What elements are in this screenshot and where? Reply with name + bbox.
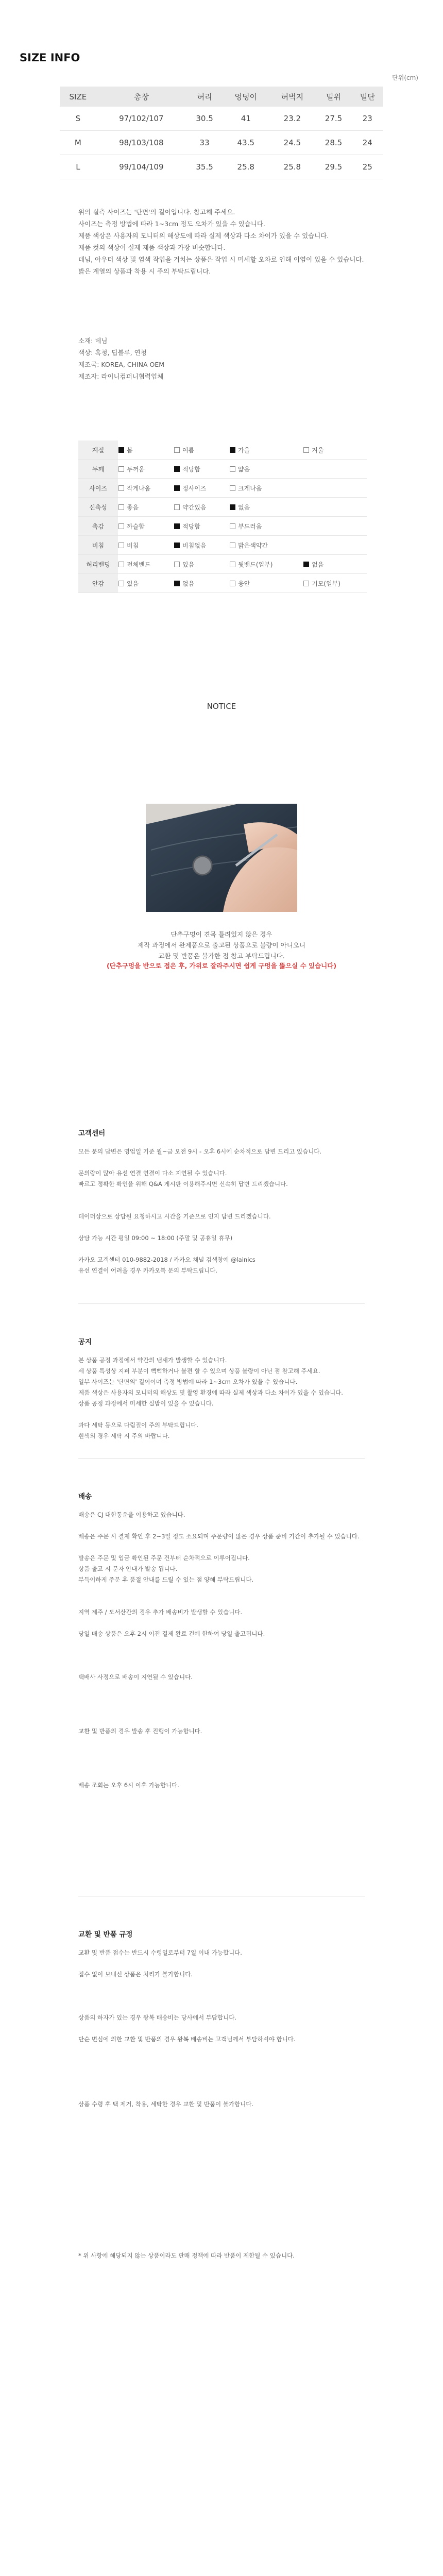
- button-hole-photo: [146, 804, 297, 912]
- attribute-option: [303, 536, 367, 555]
- delivery-line: [78, 1769, 387, 1780]
- size-cell: 30.5: [186, 107, 223, 131]
- attribute-label: 계절: [78, 440, 118, 460]
- attribute-option: [229, 517, 303, 536]
- delivery-line: [78, 1650, 387, 1661]
- attribute-option-label: 얇음: [238, 465, 250, 473]
- attribute-option-label: 기모(일부): [312, 580, 340, 587]
- exchange-line: [78, 2023, 387, 2034]
- delivery-line: 배송 조회는 오후 6시 이후 가능합니다.: [78, 1782, 179, 1789]
- attribute-option: [118, 574, 174, 593]
- delivery-line: [78, 1683, 387, 1693]
- exchange-line: [78, 2175, 387, 2185]
- attribute-label: 촉감: [78, 517, 118, 536]
- exchange-line: [78, 1958, 387, 1969]
- attribute-option: [174, 460, 229, 479]
- exchange-line: [78, 2056, 387, 2066]
- notice-warning: (단추구멍을 반으로 접은 후, 가위로 잘라주시면 쉽게 구멍을 뚫으실 수 있습니다): [106, 962, 337, 970]
- exchange-line: [78, 2240, 387, 2250]
- delivery-line: [78, 1715, 387, 1726]
- unchecked-box-icon: [118, 523, 124, 529]
- exchange-section: [78, 1929, 387, 2261]
- unchecked-box-icon: [230, 543, 235, 548]
- size-cell: 33: [186, 131, 223, 155]
- attribute-option: [229, 440, 303, 460]
- attribute-label: 신축성: [78, 498, 118, 517]
- attribute-option-label: 융안: [238, 580, 250, 587]
- checked-box-icon: [174, 543, 180, 548]
- checked-box-icon: [174, 581, 180, 586]
- checked-box-icon: [230, 504, 235, 510]
- size-cell: 99/104/109: [96, 155, 186, 179]
- size-cell: 97/102/107: [96, 107, 186, 131]
- size-cell: 23: [352, 107, 383, 131]
- exchange-line: [78, 2196, 387, 2207]
- size-column-header: 허리: [186, 87, 223, 107]
- exchange-line: [78, 2077, 387, 2088]
- delivery-line: 상품 출고 시 문자 안내가 발송 됩니다.: [78, 1565, 178, 1572]
- attribute-row: [78, 555, 367, 574]
- exchange-line: [78, 2131, 387, 2142]
- delivery-line: [78, 1748, 387, 1758]
- attribute-label: 두께: [78, 460, 118, 479]
- exchange-line: [78, 1980, 387, 1991]
- attribute-option: [229, 574, 303, 593]
- attribute-option-label: 좋음: [127, 503, 139, 511]
- customer-service-line: 모든 문의 답변은 영업일 기준 월~금 오전 9시 - 오후 6시에 순차적으로 답변 드리고 있습니다.: [78, 1148, 322, 1155]
- attribute-row: [78, 517, 367, 536]
- exchange-line: [78, 2121, 387, 2131]
- unchecked-box-icon: [230, 466, 235, 472]
- attribute-option-label: 봄: [127, 446, 133, 454]
- size-column-header: 엉덩이: [223, 87, 269, 107]
- material-info: [78, 335, 387, 382]
- attribute-option-label: 약간있음: [182, 503, 207, 511]
- jeans-button-illustration: [146, 804, 297, 912]
- delivery-line: 부득이하게 주문 후 품절 안내를 드릴 수 있는 점 양해 부탁드립니다.: [78, 1576, 254, 1583]
- exchange-line: * 위 사항에 해당되지 않는 상품이라도 판매 정책에 따라 반품이 제한될 수 있습니다.: [78, 2252, 295, 2259]
- attribute-option: [174, 574, 229, 593]
- attribute-option-label: 정사이즈: [182, 484, 207, 492]
- size-cell: 25.8: [269, 155, 315, 179]
- checked-box-icon: [174, 466, 180, 472]
- attribute-option: [174, 536, 229, 555]
- attribute-option-label: 뒷밴드(일부): [238, 561, 273, 568]
- exchange-title: 교환 및 반품 규정: [78, 1930, 133, 1939]
- delivery-line: 택배사 사정으로 배송이 지연될 수 있습니다.: [78, 1673, 193, 1681]
- customer-service-line: [78, 1222, 387, 1233]
- delivery-line: [78, 1639, 387, 1650]
- material-line: 색상: 흑청, 딥블루, 연청: [78, 349, 147, 357]
- unchecked-box-icon: [118, 466, 124, 472]
- delivery-line: [78, 1758, 387, 1769]
- material-line: 제조자: 라이니컴퍼니협력업체: [78, 372, 164, 380]
- customer-service-line: 문의량이 많아 유선 연결 연결이 다소 지연될 수 있습니다.: [78, 1170, 227, 1177]
- checked-box-icon: [118, 447, 124, 453]
- exchange-line: 접수 없이 보내신 상품은 처리가 불가합니다.: [78, 1971, 193, 1978]
- material-line: 소재: 데님: [78, 337, 108, 345]
- attribute-option-label: 비침없음: [182, 541, 207, 549]
- attribute-label: 비침: [78, 536, 118, 555]
- attribute-option: [303, 479, 367, 498]
- material-line: 제조국: KOREA, CHINA OEM: [78, 361, 165, 368]
- divider: [78, 1458, 365, 1459]
- size-cell: 23.2: [269, 107, 315, 131]
- size-cell: 24.5: [269, 131, 315, 155]
- size-cell: 43.5: [223, 131, 269, 155]
- attribute-option: [174, 498, 229, 517]
- divider: [78, 1303, 365, 1304]
- attribute-option-label: 전체밴드: [127, 561, 151, 568]
- exchange-line: 교환 및 반품 접수는 반드시 수령일로부터 7일 이내 가능합니다.: [78, 1949, 242, 1956]
- notice-line: 흰색의 경우 세탁 시 주의 바랍니다.: [78, 1432, 170, 1439]
- exchange-line: [78, 1991, 387, 2002]
- attribute-label: 사이즈: [78, 479, 118, 498]
- size-note-line: 밝은 계열의 상품과 착용 시 주의 부탁드립니다.: [78, 267, 211, 275]
- notice-line: 일부 사이즈는 '단면의' 길이이며 측정 방법에 따라 1~3cm 오차가 있을 수 있습니다.: [78, 1378, 298, 1385]
- exchange-line: [78, 2207, 387, 2218]
- delivery-line: 배송은 CJ 대한통운을 이용하고 있습니다.: [78, 1511, 185, 1518]
- attribute-option-label: 부드러움: [238, 522, 262, 530]
- delivery-section: [78, 1492, 387, 1791]
- customer-service-section: [78, 1128, 387, 1276]
- unchecked-box-icon: [118, 504, 124, 510]
- size-cell: 28.5: [315, 131, 351, 155]
- size-cell: 98/103/108: [96, 131, 186, 155]
- notice-caption-line: 교환 및 반품은 불가한 점 참고 부탁드립니다.: [158, 952, 285, 960]
- size-unit: 단위(cm): [392, 74, 418, 81]
- notice-section: [78, 1337, 387, 1442]
- delivery-line: [78, 1520, 387, 1531]
- attribute-option: [118, 440, 174, 460]
- exchange-line: [78, 2185, 387, 2196]
- attribute-option-label: 겨울: [312, 446, 324, 454]
- attribute-option: [303, 440, 367, 460]
- delivery-line: [78, 1693, 387, 1704]
- delivery-line: [78, 1661, 387, 1672]
- attribute-option: [229, 479, 303, 498]
- attribute-option: [229, 460, 303, 479]
- attribute-option: [174, 555, 229, 574]
- attribute-option: [303, 517, 367, 536]
- unchecked-box-icon: [303, 581, 309, 586]
- exchange-line: [78, 2110, 387, 2121]
- customer-service-line: 빠르고 정확한 확인을 위해 Q&A 게시판 이용해주시면 신속히 답변 드리겠습니다.: [78, 1180, 288, 1188]
- notice-title: NOTICE: [207, 702, 236, 711]
- notice-line: 상품 공정 과정에서 미세한 실밥이 있을 수 있습니다.: [78, 1400, 214, 1407]
- size-note-line: 제품 컷의 색상이 실제 제품 색상과 가장 비슷합니다.: [78, 244, 226, 251]
- attribute-option: [174, 440, 229, 460]
- attribute-option: [118, 460, 174, 479]
- size-cell: M: [60, 131, 96, 155]
- size-column-header: SIZE: [60, 87, 96, 107]
- attribute-option: [118, 479, 174, 498]
- size-row: [60, 131, 383, 155]
- attribute-label: 허리밴딩: [78, 555, 118, 574]
- attribute-option-label: 없음: [312, 561, 324, 568]
- notice-line: [78, 1409, 387, 1420]
- delivery-line: 배송은 주문 시 결제 확인 후 2~3일 정도 소요되며 주문량이 많은 경우 상품 준비 기간이 추가될 수 있습니다.: [78, 1533, 360, 1540]
- exchange-line: [78, 2229, 387, 2240]
- size-note-line: 제품 색상은 사용자의 모니터의 해상도에 따라 실제 색상과 다소 차이가 있을 수 있습니다.: [78, 232, 329, 240]
- attribute-option-label: 크게나옴: [238, 484, 262, 492]
- notice-caption-line: 제작 과정에서 완제품으로 출고된 상품으로 불량이 아니오니: [138, 941, 305, 949]
- delivery-line: 지역 제주 / 도서산간의 경우 추가 배송비가 발생할 수 있습니다.: [78, 1608, 243, 1616]
- notice-line: 세 상품 특성상 지퍼 부분이 뻑뻑하거나 불편 할 수 있으며 상품 불량이 아닌 점 참고해 주세요.: [78, 1367, 320, 1375]
- delivery-line: [78, 1596, 387, 1607]
- unchecked-box-icon: [174, 504, 180, 510]
- size-cell: 25: [352, 155, 383, 179]
- attribute-table: [78, 440, 367, 593]
- attribute-row: [78, 440, 367, 460]
- size-row: [60, 107, 383, 131]
- unchecked-box-icon: [118, 562, 124, 567]
- unchecked-box-icon: [118, 485, 124, 491]
- size-cell: 25.8: [223, 155, 269, 179]
- attribute-option-label: 없음: [182, 580, 195, 587]
- unchecked-box-icon: [174, 447, 180, 453]
- delivery-line: 당일 배송 상품은 오후 2시 이전 결제 완료 건에 한하여 당일 출고됩니다.: [78, 1630, 265, 1637]
- exchange-line: [78, 2002, 387, 2012]
- exchange-line: [78, 2142, 387, 2153]
- attribute-option: [118, 536, 174, 555]
- delivery-line: 발송은 주문 및 입금 확인된 주문 건부터 순차적으로 이루어집니다.: [78, 1554, 250, 1562]
- customer-service-title: 고객센터: [78, 1129, 106, 1138]
- exchange-line: 단순 변심에 의한 교환 및 반품의 경우 왕복 배송비는 고객님께서 부담하셔야 합니다.: [78, 2036, 296, 2043]
- attribute-option-label: 있음: [127, 580, 139, 587]
- unchecked-box-icon: [174, 562, 180, 567]
- unchecked-box-icon: [303, 447, 309, 453]
- customer-service-line: [78, 1190, 387, 1200]
- attribute-option-label: 가을: [238, 446, 250, 454]
- size-row: [60, 155, 383, 179]
- attribute-option-label: 여름: [182, 446, 195, 454]
- size-note-line: 위의 실측 사이즈는 '단면'의 길이입니다. 참고해 주세요.: [78, 208, 235, 216]
- attribute-option: [229, 498, 303, 517]
- notice-line: 과다 세탁 등으로 다림질이 주의 부탁드립니다.: [78, 1421, 199, 1429]
- attribute-option: [118, 555, 174, 574]
- checked-box-icon: [174, 485, 180, 491]
- attribute-option-label: 까슬함: [127, 522, 145, 530]
- size-column-header: 총장: [96, 87, 186, 107]
- size-column-header: 밑위: [315, 87, 351, 107]
- checked-box-icon: [303, 562, 309, 567]
- exchange-line: 상품 수령 후 택 제거, 착용, 세탁한 경우 교환 및 반품이 불가합니다.: [78, 2100, 254, 2108]
- exchange-line: [78, 2088, 387, 2099]
- notice-line: 제품 색상은 사용자의 모니터의 해상도 및 촬영 환경에 따라 실제 색상과 다소 차이가 있을 수 있습니다.: [78, 1389, 343, 1396]
- size-column-header: 밑단: [352, 87, 383, 107]
- size-cell: 41: [223, 107, 269, 131]
- unchecked-box-icon: [230, 581, 235, 586]
- delivery-line: [78, 1618, 387, 1629]
- notice-caption-line: 단추구멍이 견목 틀려있지 않은 경우: [171, 930, 272, 938]
- attribute-option-label: 없음: [238, 503, 250, 511]
- attribute-option-label: 있음: [182, 561, 195, 568]
- customer-service-line: [78, 1157, 387, 1168]
- exchange-line: [78, 2045, 387, 2056]
- checked-box-icon: [230, 447, 235, 453]
- attribute-row: [78, 498, 367, 517]
- attribute-option-label: 작게나옴: [127, 484, 151, 492]
- attribute-option: [229, 536, 303, 555]
- attribute-option: [118, 498, 174, 517]
- exchange-line: [78, 2218, 387, 2229]
- delivery-line: 교환 및 반품의 경우 발송 후 진행이 가능합니다.: [78, 1727, 202, 1735]
- notice-line: 본 상품 공정 과정에서 약간의 냄새가 발생할 수 있습니다.: [78, 1357, 227, 1364]
- size-note-line: 사이즈는 측정 방법에 따라 1~3cm 정도 오차가 있을 수 있습니다.: [78, 220, 265, 228]
- attribute-option: [229, 555, 303, 574]
- exchange-line: [78, 2164, 387, 2175]
- delivery-line: [78, 1704, 387, 1715]
- size-cell: 27.5: [315, 107, 351, 131]
- attribute-option: [303, 460, 367, 479]
- unchecked-box-icon: [230, 562, 235, 567]
- delivery-line: [78, 1737, 387, 1748]
- notice-section-title: 공지: [78, 1338, 92, 1346]
- customer-service-line: [78, 1244, 387, 1255]
- attribute-row: [78, 479, 367, 498]
- size-cell: L: [60, 155, 96, 179]
- size-column-header: 허벅지: [269, 87, 315, 107]
- unchecked-box-icon: [230, 523, 235, 529]
- attribute-row: [78, 460, 367, 479]
- exchange-line: 상품의 하자가 있는 경우 왕복 배송비는 당사에서 부담합니다.: [78, 2014, 236, 2021]
- attribute-row: [78, 536, 367, 555]
- attribute-option: [118, 517, 174, 536]
- attribute-option-label: 적당함: [182, 465, 200, 473]
- size-notes: [78, 206, 387, 277]
- size-cell: 29.5: [315, 155, 351, 179]
- attribute-row: [78, 574, 367, 593]
- size-info-title: SIZE INFO: [20, 52, 80, 64]
- notice-caption: [0, 929, 443, 961]
- delivery-line: [78, 1542, 387, 1553]
- attribute-option-label: 적당함: [182, 522, 200, 530]
- attribute-option-label: 밝은색약간: [238, 541, 268, 549]
- unchecked-box-icon: [118, 543, 124, 548]
- attribute-option-label: 두꺼움: [127, 465, 145, 473]
- customer-service-line: 유선 연결이 어려울 경우 카카오톡 문의 부탁드립니다.: [78, 1267, 217, 1274]
- size-note-line: 데님, 아우터 색상 및 염색 작업을 거치는 상품은 작업 시 미세할 오차로 인해 이염이 있을 수 있습니다.: [78, 256, 364, 263]
- attribute-option: [303, 498, 367, 517]
- size-cell: 24: [352, 131, 383, 155]
- exchange-line: [78, 2066, 387, 2077]
- attribute-option: [174, 479, 229, 498]
- customer-service-line: 데이터상으로 상담원 요청하시고 시간을 기준으로 인지 답변 드리겠습니다.: [78, 1213, 271, 1220]
- attribute-label: 안감: [78, 574, 118, 593]
- delivery-line: [78, 1585, 387, 1596]
- delivery-title: 배송: [78, 1493, 92, 1501]
- checked-box-icon: [174, 523, 180, 529]
- attribute-option: [174, 517, 229, 536]
- size-table: [60, 87, 383, 179]
- customer-service-line: 상담 가능 시간 평일 09:00 ~ 18:00 (주말 및 공휴일 휴무): [78, 1234, 233, 1242]
- size-cell: S: [60, 107, 96, 131]
- attribute-option: [303, 555, 367, 574]
- size-cell: 35.5: [186, 155, 223, 179]
- unchecked-box-icon: [118, 581, 124, 586]
- attribute-option: [303, 574, 367, 593]
- attribute-option-label: 비침: [127, 541, 139, 549]
- exchange-line: [78, 2153, 387, 2164]
- customer-service-line: 카카오 고객센터 010-9882-2018 / 카카오 채널 검색창에 @lainics: [78, 1256, 255, 1263]
- customer-service-line: [78, 1200, 387, 1211]
- unchecked-box-icon: [230, 485, 235, 491]
